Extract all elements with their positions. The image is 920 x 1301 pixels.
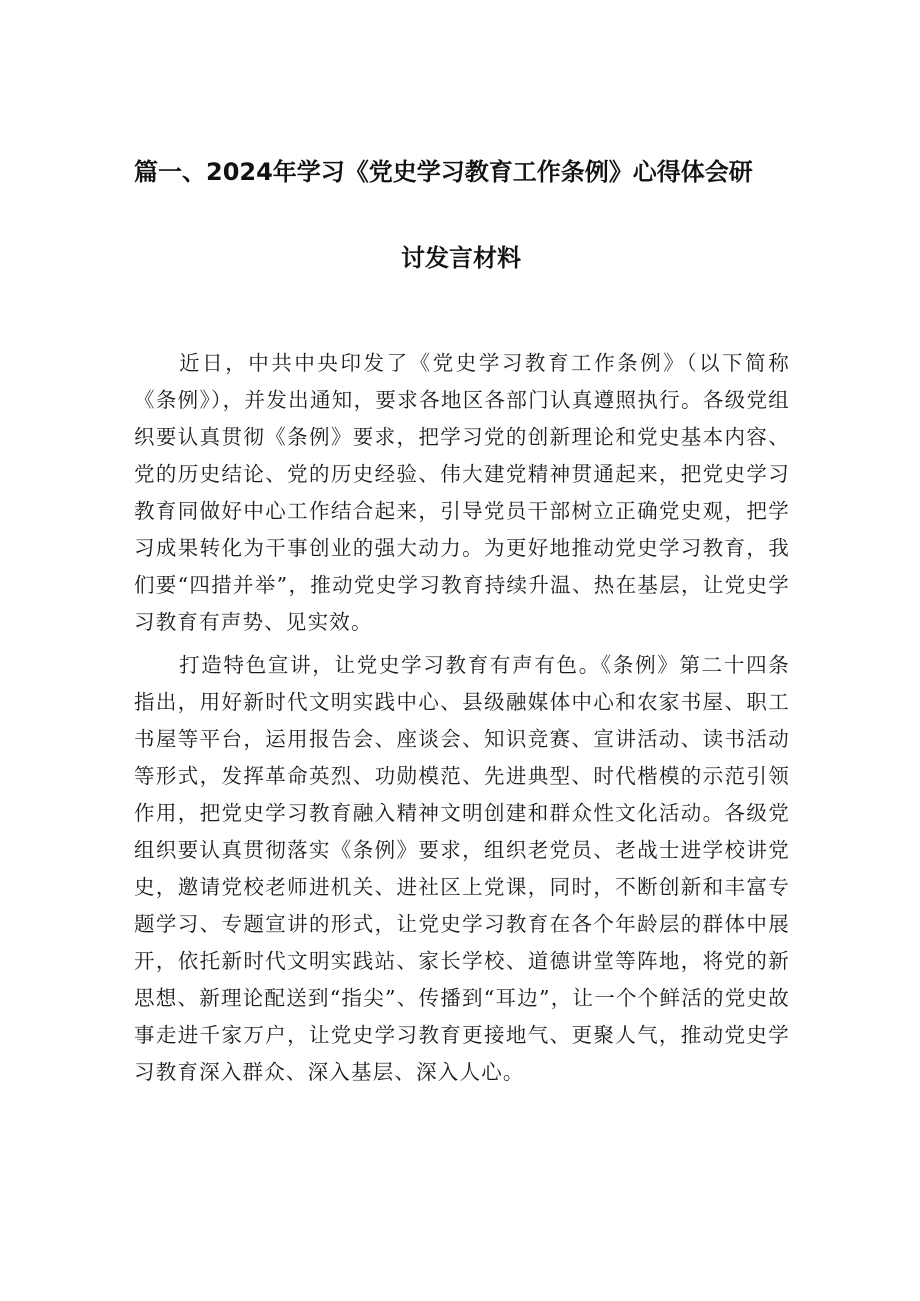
title-line-1: 篇一、2024年学习《党史学习教育工作条例》心得体会研 [134, 158, 753, 186]
document-body [134, 345, 790, 1097]
paragraph-intro: 近日，中共中央印发了《党史学习教育工作条例》（以下简称《条例》），并发出通知，要求各地区各部门认真遵照执行。各级党组织要认真贯彻《条例》要求，把学习党的创新理论和党史基本内容、党的历史结论、党的历史经验、伟大建党精神贯通起来，把党史学习教育同做好中心工作结合起来，引导党员干部树立正确党史观，把学习成果转化为干事创业的强大动力。为更好地推动党史学习教育，我们要“四措并举”，推动党史学习教育持续升温、热在基层，让党史学习教育有声势、见实效。 [134, 351, 790, 634]
paragraph-special-lectures: 打造特色宣讲，让党史学习教育有声有色。《条例》第二十四条指出，用好新时代文明实践中心、县级融媒体中心和农家书屋、职工书屋等平台，运用报告会、座谈会、知识竞赛、宣讲活动、读书活动等形式，发挥革命英烈、功勋模范、先进典型、时代楷模的示范引领作用，把党史学习教育融入精神文明创建和群众性文化活动。各级党组织要认真贯彻落实《条例》要求，组织老党员、老战士进学校讲党史，邀请党校老师进机关、进社区上党课，同时，不断创新和丰富专题学习、专题宣讲的形式，让党史学习教育在各个年龄层的群体中展开，依托新时代文明实践站、家长学校、道德讲堂等阵地，将党的新思想、新理论配送到“指尖”、传播到“耳边”，让一个个鲜活的党史故事走进千家万户，让党史学习教育更接地气、更聚人气，推动党史学习教育深入群众、深入基层、深入人心。 [134, 653, 790, 1084]
document-title [134, 148, 788, 282]
title-line-2: 讨发言材料 [401, 244, 521, 272]
